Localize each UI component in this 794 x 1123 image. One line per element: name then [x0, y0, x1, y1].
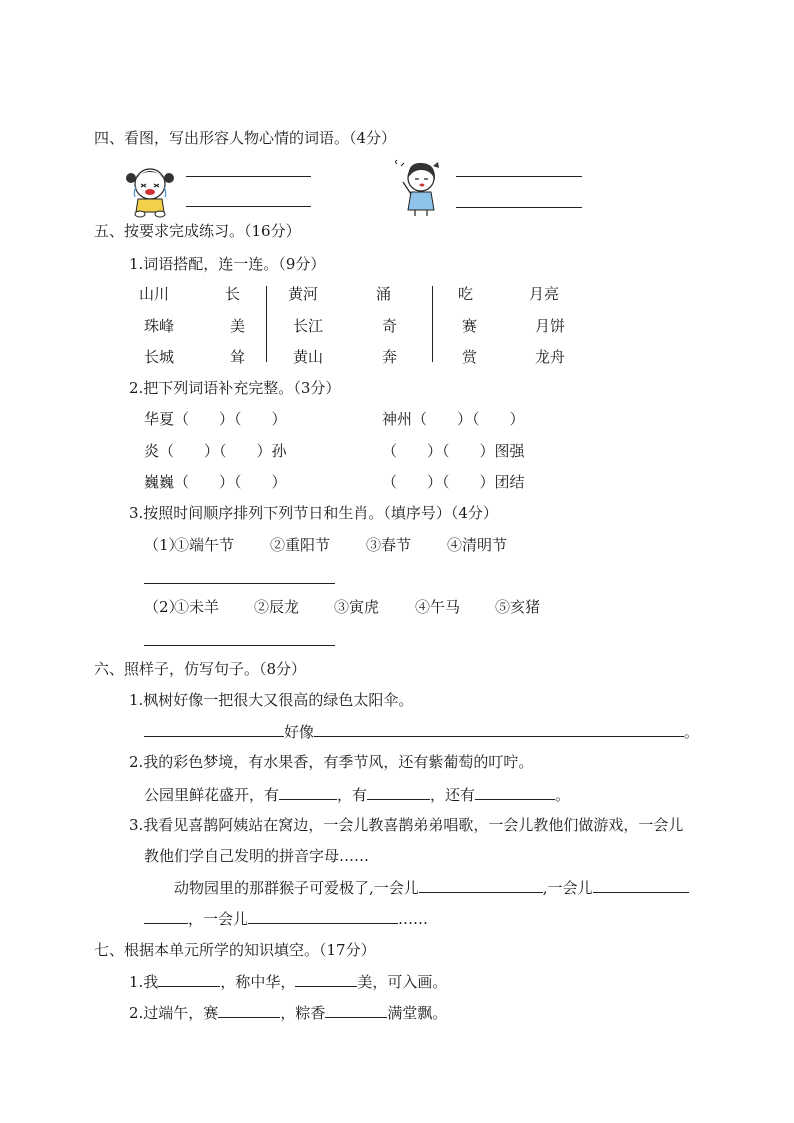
fill-blank-item[interactable]: 炎（ ）（ ）孙	[144, 442, 287, 460]
text: 1.我	[129, 973, 159, 991]
order-item: ③春节	[366, 536, 412, 554]
match-word[interactable]: 龙舟	[535, 348, 566, 366]
order-label: （2）	[144, 598, 184, 616]
section6-title: 六、照样子，仿写句子。（8分）	[94, 660, 307, 678]
match-word[interactable]: 珠峰	[144, 317, 175, 335]
q3-title: 3.按照时间顺序排列下列节日和生肖。（填序号）（4分）	[129, 504, 498, 522]
answer-line[interactable]	[456, 176, 582, 177]
match-word[interactable]: 长城	[144, 348, 175, 366]
match-word[interactable]: 耸	[230, 348, 246, 366]
divider	[266, 286, 267, 362]
text: ……	[398, 910, 429, 928]
text: 满堂飘。	[387, 1004, 448, 1022]
text: 2.过端午，赛	[129, 1004, 219, 1022]
answer-line[interactable]	[186, 206, 311, 207]
answer-line[interactable]	[144, 645, 335, 646]
match-word[interactable]: 月亮	[529, 285, 560, 303]
q1-title: 1.词语搭配，连一连。（9分）	[129, 255, 326, 273]
text: ，粽香	[280, 1004, 326, 1022]
text: ,一会儿	[542, 879, 593, 897]
blank[interactable]	[279, 784, 337, 800]
match-word[interactable]: 月饼	[535, 317, 566, 335]
text: ，有	[337, 786, 368, 804]
imitate-line	[144, 908, 428, 929]
match-word[interactable]: 赏	[462, 348, 478, 366]
fill-line	[129, 971, 447, 992]
order-label: （1）	[144, 536, 184, 554]
text: 公园里鲜花盛开，有	[144, 786, 280, 804]
match-word[interactable]: 山川	[139, 285, 170, 303]
order-item: ①未羊	[174, 598, 220, 616]
imitate-line	[174, 877, 689, 898]
order-item: ①端午节	[174, 536, 235, 554]
sample-sentence: 2.我的彩色梦境，有水果香，有季节风，还有紫葡萄的叮咛。	[129, 753, 534, 771]
order-item: ②辰龙	[254, 598, 300, 616]
order-item: ④午马	[415, 598, 461, 616]
divider	[432, 286, 433, 362]
order-item: ③寅虎	[334, 598, 380, 616]
answer-line[interactable]	[144, 583, 335, 584]
thinking-girl-illustration	[393, 158, 443, 218]
match-word[interactable]: 黄河	[288, 285, 319, 303]
section5-title: 五、按要求完成练习。（16分）	[94, 222, 301, 240]
match-word[interactable]: 涌	[376, 285, 392, 303]
text: 动物园里的那群猴子可爱极了,一会儿	[174, 879, 419, 897]
order-item: ④清明节	[447, 536, 508, 554]
sample-sentence: 3.我看见喜鹊阿姨站在窝边，一会儿教喜鹊弟弟唱歌，一会儿教他们做游戏，一会儿	[129, 816, 684, 834]
text: 。	[555, 786, 571, 804]
match-word[interactable]: 长	[225, 285, 241, 303]
sample-sentence: 教他们学自己发明的拼音字母……	[144, 847, 370, 865]
text: 美，可入画。	[357, 973, 448, 991]
order-item: ②重阳节	[270, 536, 331, 554]
fill-line	[129, 1002, 447, 1023]
blank[interactable]	[593, 877, 689, 893]
order-item: ⑤亥猪	[495, 598, 541, 616]
blank[interactable]	[248, 908, 398, 924]
imitate-line	[144, 784, 570, 805]
text: ，还有	[430, 786, 476, 804]
match-word[interactable]: 赛	[462, 317, 478, 335]
section4-title: 四、看图，写出形容人物心情的词语。（4分）	[94, 129, 397, 147]
imitate-line	[144, 721, 699, 742]
blank[interactable]	[218, 1002, 280, 1018]
text: ，称中华，	[220, 973, 296, 991]
blank[interactable]	[144, 908, 188, 924]
section7-title: 七、根据本单元所学的知识填空。（17分）	[94, 941, 376, 959]
blank[interactable]	[295, 971, 357, 987]
match-word[interactable]: 奇	[382, 317, 398, 335]
blank[interactable]	[475, 784, 555, 800]
answer-line[interactable]	[186, 176, 311, 177]
blank[interactable]	[158, 971, 220, 987]
blank[interactable]	[367, 784, 430, 800]
crying-girl-illustration	[124, 162, 176, 218]
fill-blank-item[interactable]: 华夏（ ）（ ）	[144, 410, 287, 428]
q2-title: 2.把下列词语补充完整。（3分）	[129, 379, 341, 397]
match-word[interactable]: 黄山	[293, 348, 324, 366]
match-word[interactable]: 吃	[458, 285, 474, 303]
sample-sentence: 1.枫树好像一把很大又很高的绿色太阳伞。	[129, 691, 414, 709]
text: 好像	[284, 723, 315, 741]
fill-blank-item[interactable]: （ ）（ ）团结	[382, 473, 525, 491]
text: 。	[684, 723, 700, 741]
fill-blank-item[interactable]: 巍巍（ ）（ ）	[144, 473, 287, 491]
match-word[interactable]: 奔	[382, 348, 398, 366]
blank[interactable]	[419, 877, 543, 893]
fill-blank-item[interactable]: 神州（ ）（ ）	[382, 410, 525, 428]
match-word[interactable]: 美	[230, 317, 246, 335]
blank[interactable]	[314, 721, 684, 737]
fill-blank-item[interactable]: （ ）（ ）图强	[382, 442, 525, 460]
blank[interactable]	[144, 721, 284, 737]
answer-line[interactable]	[456, 207, 582, 208]
match-word[interactable]: 长江	[293, 317, 324, 335]
blank[interactable]	[325, 1002, 387, 1018]
text: ，一会儿	[188, 910, 249, 928]
